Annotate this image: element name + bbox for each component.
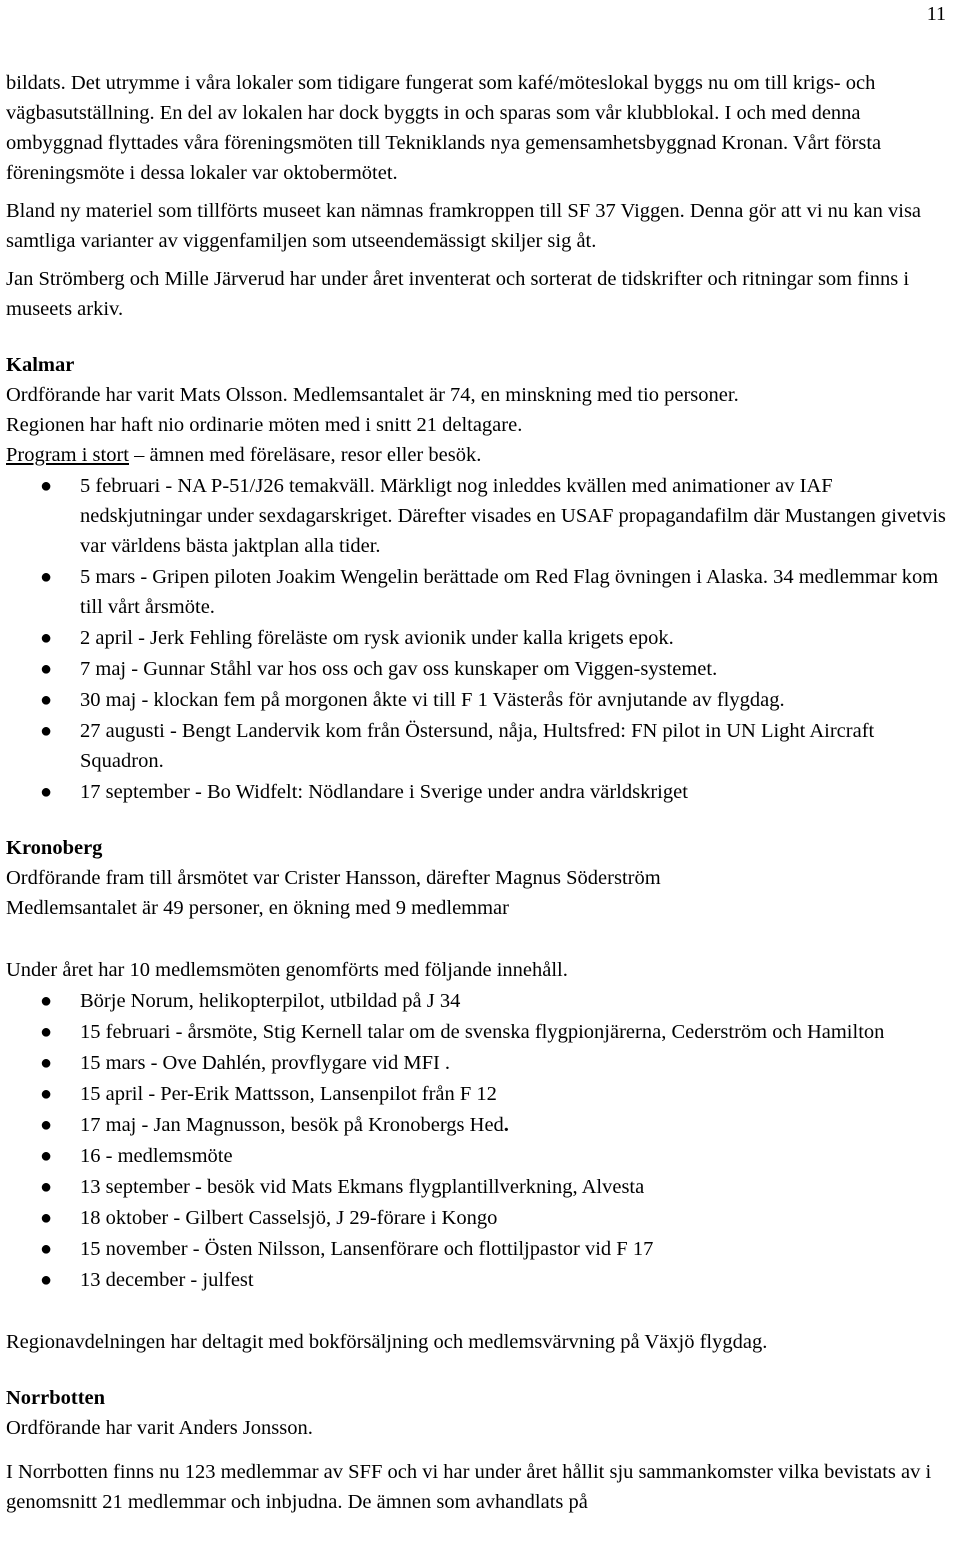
list-item: ● 15 mars - Ove Dahlén, provflygare vid MFI . — [6, 1048, 956, 1078]
list-item: ● 5 mars - Gripen piloten Joakim Wengelin berättade om Red Flag övningen i Alaska. 34 medlemmar kom till vårt årsmöte. — [6, 562, 956, 622]
kronoberg-members-line: Medlemsantalet är 49 personer, en ökning med 9 medlemmar — [6, 897, 509, 919]
bullet-icon: ● — [40, 627, 53, 649]
section-kronoberg — [6, 833, 956, 1357]
intro-paragraph-3: Jan Strömberg och Mille Järverud har under året inventerat och sorterat de tidskrifter och ritningar som finns i museets arkiv. — [6, 268, 910, 320]
intro-paragraph-2: Bland ny materiel som tillförts museet kan nämnas framkroppen till SF 37 Viggen. Denna gör att vi nu kan visa samtliga varianter av viggenfamiljen som utseendemässigt skiljer sig åt. — [6, 200, 922, 252]
bullet-icon: ● — [40, 1176, 53, 1198]
page-number: 11 — [926, 3, 946, 25]
bullet-icon: ● — [40, 781, 53, 803]
list-item: ● 17 maj - Jan Magnusson, besök på Kronobergs Hed. — [6, 1110, 956, 1140]
section-norrbotten — [6, 1383, 956, 1517]
list-item: ● 7 maj - Gunnar Ståhl var hos oss och gav oss kunskaper om Viggen-systemet. — [6, 654, 956, 684]
bullet-icon: ● — [40, 1083, 53, 1105]
bullet-icon: ● — [40, 1238, 53, 1260]
list-item: ● 27 augusti - Bengt Landervik kom från Östersund, nåja, Hultsfred: FN pilot in UN Light Aircraft Squadron. — [6, 716, 956, 776]
list-item: ● 15 april - Per-Erik Mattsson, Lansenpilot från F 12 — [6, 1079, 956, 1109]
bullet-icon: ● — [40, 990, 53, 1012]
list-item: ● Börje Norum, helikopterpilot, utbildad på J 34 — [6, 986, 956, 1016]
list-item: ● 13 december - julfest — [6, 1265, 956, 1295]
bullet-icon: ● — [40, 566, 53, 588]
list-item: ● 15 november - Östen Nilsson, Lansenförare och flottiljpastor vid F 17 — [6, 1234, 956, 1264]
kronoberg-intro-line: Under året har 10 medlemsmöten genomförts med följande innehåll. — [6, 959, 568, 981]
kronoberg-event-list — [6, 986, 956, 1295]
kalmar-event-list — [6, 471, 956, 807]
bullet-icon: ● — [40, 1207, 53, 1229]
norrbotten-chair-line: Ordförande har varit Anders Jonsson. — [6, 1417, 313, 1439]
list-item: ● 2 april - Jerk Fehling föreläste om rysk avionik under kalla krigets epok. — [6, 623, 956, 653]
bullet-icon: ● — [40, 1145, 53, 1167]
kalmar-program-line — [6, 440, 956, 470]
kronoberg-closing-line: Regionavdelningen har deltagit med bokförsäljning och medlemsvärvning på Växjö flygdag. — [6, 1331, 768, 1353]
kalmar-meetings-line: Regionen har haft nio ordinarie möten med i snitt 21 deltagare. — [6, 414, 523, 436]
list-item: ● 18 oktober - Gilbert Casselsjö, J 29-förare i Kongo — [6, 1203, 956, 1233]
bullet-icon: ● — [40, 1269, 53, 1291]
bullet-icon: ● — [40, 1021, 53, 1043]
list-item: ● 13 september - besök vid Mats Ekmans flygplantillverkning, Alvesta — [6, 1172, 956, 1202]
bullet-icon: ● — [40, 475, 53, 497]
list-item: ● 5 februari - NA P-51/J26 temakväll. Märkligt nog inleddes kvällen med animationer av IAF nedskjutningar under sexdagarskriget. Därefter visades en USAF propagandafilm där Mustangen givetvis var världens bästa jaktplan alla tider. — [6, 471, 956, 561]
list-item: ● 16 - medlemsmöte — [6, 1141, 956, 1171]
bullet-icon: ● — [40, 1052, 53, 1074]
norrbotten-summary-paragraph: I Norrbotten finns nu 123 medlemmar av SFF och vi har under året hållit sju sammankomster vilka bevistats av i genomsnitt 21 medlemmar och inbjudna. De ämnen som avhandlats på — [6, 1461, 932, 1513]
bullet-icon: ● — [40, 720, 53, 742]
program-label: Program i stort — [6, 444, 129, 466]
section-kalmar — [6, 350, 956, 807]
section-heading-norrbotten: Norrbotten — [6, 1387, 106, 1409]
bullet-icon: ● — [40, 689, 53, 711]
bullet-icon: ● — [40, 1114, 53, 1136]
program-description: – ämnen med föreläsare, resor eller besök. — [129, 444, 482, 466]
kalmar-chair-line: Ordförande har varit Mats Olsson. Medlemsantalet är 74, en minskning med tio personer. — [6, 384, 739, 406]
list-item: ● 15 februari - årsmöte, Stig Kernell talar om de svenska flygpionjärerna, Cederström och Hamilton — [6, 1017, 956, 1047]
section-heading-kronoberg: Kronoberg — [6, 837, 103, 859]
list-item: ● 30 maj - klockan fem på morgonen åkte vi till F 1 Västerås för avnjutande av flygdag. — [6, 685, 956, 715]
document-body — [6, 68, 956, 1517]
kronoberg-chair-line: Ordförande fram till årsmötet var Crister Hansson, därefter Magnus Söderström — [6, 867, 661, 889]
intro-paragraph-1: bildats. Det utrymme i våra lokaler som tidigare fungerat som kafé/möteslokal byggs nu om till krigs- och vägbasutställning. En del av lokalen har dock byggts in och sparas som vår klubblokal. I och med denna ombyggnad flyttades våra föreningsmöten till Tekniklands nya gemensamhetsbyggnad Kronan. Vårt första föreningsmöte i dessa lokaler var oktobermötet. — [6, 72, 882, 184]
list-item: ● 17 september - Bo Widfelt: Nödlandare i Sverige under andra världskriget — [6, 777, 956, 807]
bullet-icon: ● — [40, 658, 53, 680]
section-heading-kalmar: Kalmar — [6, 354, 75, 376]
